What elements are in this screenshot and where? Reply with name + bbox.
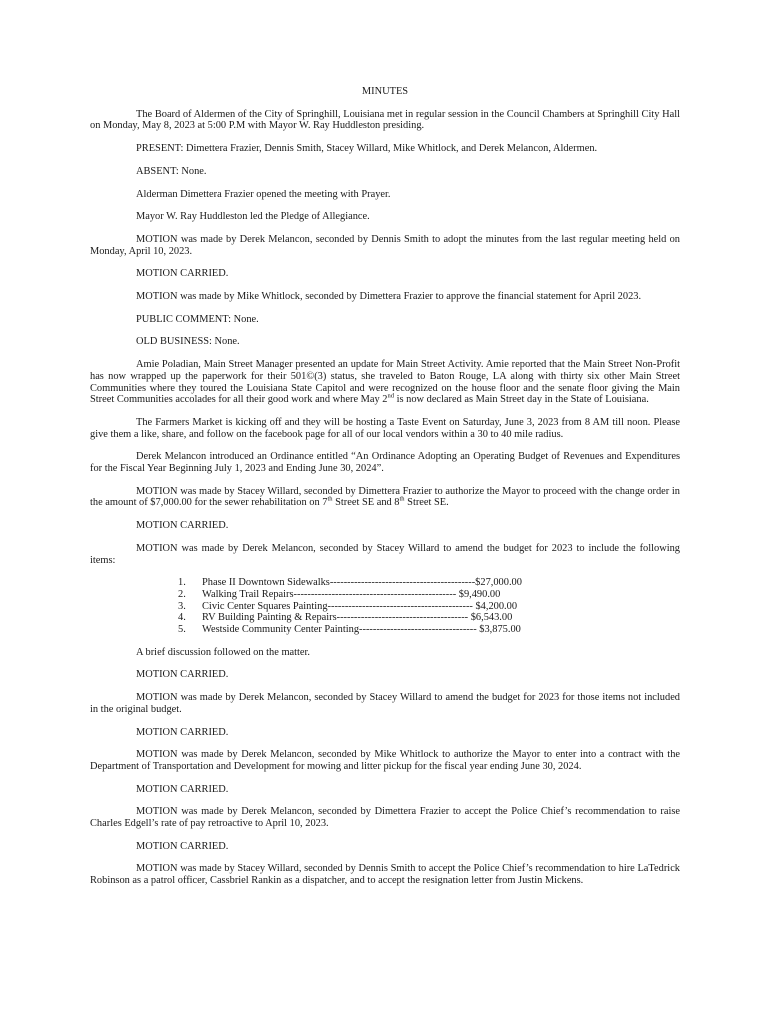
motion-carried-4: MOTION CARRIED. — [136, 726, 229, 738]
motion-hiring-paragraph: MOTION was made by Stacey Willard, seconded by Dennis Smith to accept the Police Chief’s recommendation to hire LaTedrick Robinson as a patrol officer, Cassbriel Rankin as a dispatcher, and to accept the resignation letter from Justin Mickens. — [90, 863, 680, 887]
list-item-text: RV Building Painting & Repairs-------------------------------------- $6,543.00 — [202, 612, 513, 624]
motion-budget-extra-paragraph: MOTION was made by Derek Melancon, seconded by Stacey Willard to amend the budget for 2023 for those items not included in the original budget. — [90, 692, 680, 715]
main-street-text-b: is now declared as Main Street day in the State of Louisiana. — [394, 394, 649, 406]
pledge-paragraph: Mayor W. Ray Huddleston led the Pledge of Allegiance. — [136, 211, 370, 223]
motion-carried-3: MOTION CARRIED. — [136, 669, 229, 681]
sewer-text-b: Street SE and 8 — [332, 497, 400, 509]
absent-paragraph: ABSENT: None. — [136, 165, 207, 177]
list-item-number: 1. — [178, 577, 186, 589]
motion-carried-1: MOTION CARRIED. — [136, 268, 229, 280]
sewer-text-a: MOTION was made by Stacey Willard, seconded by Dimettera Frazier to authorize the Mayor to proceed with the change order in the amount of $7,000.00 for the sewer rehabilitation on 7 — [90, 485, 680, 509]
list-item-text: Phase II Downtown Sidewalks------------------------------------------$27,000.00 — [202, 577, 522, 589]
document-title: MINUTES — [361, 86, 409, 97]
list-item — [90, 612, 680, 624]
sewer-text-c: Street SE. — [404, 497, 449, 509]
motion-budget-paragraph: MOTION was made by Derek Melancon, seconded by Stacey Willard to amend the budget for 2023 to include the following items: — [90, 542, 680, 566]
motion-sewer-paragraph — [90, 486, 680, 509]
list-item — [90, 601, 680, 613]
motion-carried-6: MOTION CARRIED. — [136, 840, 229, 852]
discussion-paragraph: A brief discussion followed on the matter. — [136, 646, 311, 658]
budget-items-list — [90, 577, 680, 635]
motion-dotd-paragraph: MOTION was made by Derek Melancon, seconded by Mike Whitlock to authorize the Mayor to enter into a contract with the Department of Transportation and Development for mowing and litter pickup for the fiscal year ending June 30, 2024. — [90, 749, 680, 772]
motion-carried-5: MOTION CARRIED. — [136, 783, 229, 795]
minutes-document — [90, 86, 680, 898]
main-street-superscript: nd — [387, 392, 394, 400]
sewer-superscript-1: th — [327, 496, 333, 503]
present-paragraph: PRESENT: Dimettera Frazier, Dennis Smith, Stacey Willard, Mike Whitlock, and Derek Melancon, Aldermen. — [136, 143, 598, 155]
motion-minutes-paragraph: MOTION was made by Derek Melancon, seconded by Dennis Smith to adopt the minutes from the last regular meeting held on Monday, April 10, 2023. — [90, 233, 680, 257]
sewer-superscript-2: th — [399, 496, 405, 503]
opening-paragraph: The Board of Aldermen of the City of Springhill, Louisiana met in regular session in the Council Chambers at Springhill City Hall on Monday, May 8, 2023 at 5:00 P.M with Mayor W. Ray Huddleston presiding. — [90, 108, 680, 132]
list-item — [90, 589, 680, 601]
ordinance-paragraph: Derek Melancon introduced an Ordinance entitled “An Ordinance Adopting an Operating Budget of Revenues and Expenditures for the Fiscal Year Beginning July 1, 2023 and Ending June 30, 2024”. — [90, 451, 680, 475]
prayer-paragraph: Alderman Dimettera Frazier opened the meeting with Prayer. — [136, 188, 391, 200]
motion-pay-raise-paragraph: MOTION was made by Derek Melancon, seconded by Dimettera Frazier to accept the Police Chief’s recommendation to raise Charles Edgell’s rate of pay retroactive to April 10, 2023. — [90, 806, 680, 830]
list-item-text: Walking Trail Repairs----------------------------------------------- $9,490.00 — [202, 588, 501, 600]
list-item-number: 4. — [178, 612, 186, 624]
list-item — [90, 624, 680, 636]
list-item-text: Civic Center Squares Painting------------------------------------------ $4,200.00 — [202, 600, 518, 612]
list-item-number: 5. — [178, 624, 186, 636]
motion-financial-paragraph: MOTION was made by Mike Whitlock, seconded by Dimettera Frazier to approve the financial statement for April 2023. — [136, 291, 642, 303]
list-item-number: 3. — [178, 600, 186, 612]
main-street-text-a: Amie Poladian, Main Street Manager presented an update for Main Street Activity. Amie reported that the Main Street Non-Profit has now wrapped up the paperwork for their 501©(3) status, she traveled to Baton Rouge, LA along with thirty six other Main Street Communities where they toured the Louisiana State Capitol and were recognized on the house floor and the senate floor giving the Main Street Communities accolades for all their good work and where May 2 — [90, 359, 680, 406]
old-business-paragraph: OLD BUSINESS: None. — [136, 336, 240, 348]
list-item-text: Westside Community Center Painting---------------------------------- $3,875.00 — [202, 624, 521, 636]
list-item — [90, 577, 680, 589]
public-comment-paragraph: PUBLIC COMMENT: None. — [136, 313, 259, 325]
motion-carried-2: MOTION CARRIED. — [136, 520, 229, 532]
main-street-paragraph — [90, 359, 680, 406]
farmers-market-paragraph: The Farmers Market is kicking off and they will be hosting a Taste Event on Saturday, June 3, 2023 from 8 AM till noon. Please give them a like, share, and follow on the facebook page for all of our local vendors within a 30 to 40 mile radius. — [90, 416, 680, 440]
list-item-number: 2. — [178, 588, 186, 600]
